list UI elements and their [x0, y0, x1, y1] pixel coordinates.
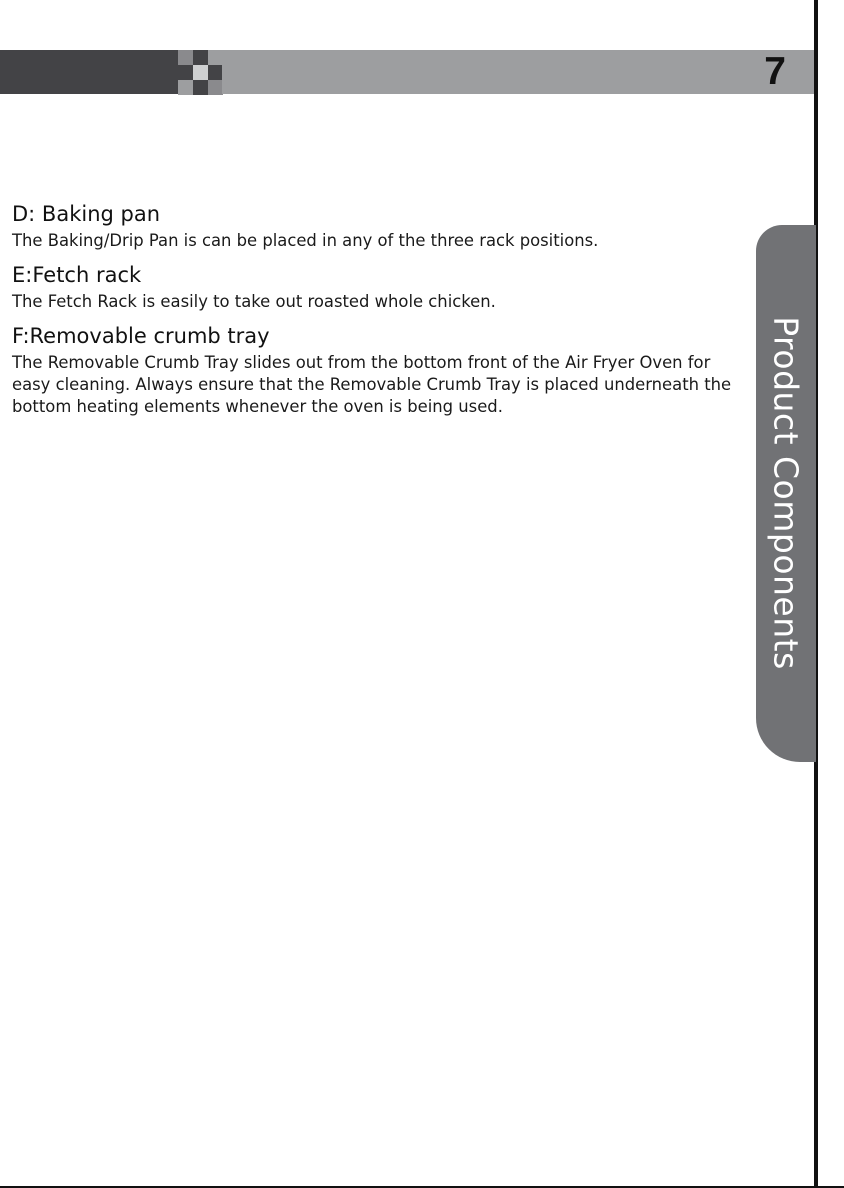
checker-square	[178, 50, 193, 65]
side-tab	[756, 225, 816, 762]
section-body: The Baking/Drip Pan is can be placed in any of the three rack positions.	[12, 231, 599, 250]
checker-square	[193, 50, 208, 65]
section-body: The Fetch Rack is easily to take out roasted whole chicken.	[12, 292, 496, 311]
checker-square	[193, 80, 208, 95]
page-number: 7	[764, 50, 786, 93]
header-band	[0, 50, 816, 94]
checker-square	[208, 50, 223, 65]
checker-square	[178, 80, 193, 95]
section-crumb-tray	[12, 322, 742, 418]
checker-square	[178, 65, 193, 80]
section-heading: E:Fetch rack	[12, 263, 142, 287]
header-light-segment	[222, 50, 816, 94]
section-fetch-rack	[12, 261, 742, 313]
header-dark-segment	[0, 50, 178, 94]
main-content	[12, 200, 742, 418]
section-heading: D: Baking pan	[12, 202, 161, 226]
checker-square	[208, 80, 223, 95]
checker-square	[193, 65, 208, 80]
section-heading: F:Removable crumb tray	[12, 324, 270, 348]
side-tab-label: Product Components	[766, 316, 806, 670]
section-baking-pan	[12, 200, 742, 252]
section-body: The Removable Crumb Tray slides out from the bottom front of the Air Fryer Oven for easy cleaning. Always ensure that the Removable Crumb Tray is placed underneath the bottom heating elements whenever the oven is being used.	[12, 353, 732, 416]
checker-square	[208, 65, 223, 80]
checker-pattern	[178, 50, 222, 94]
